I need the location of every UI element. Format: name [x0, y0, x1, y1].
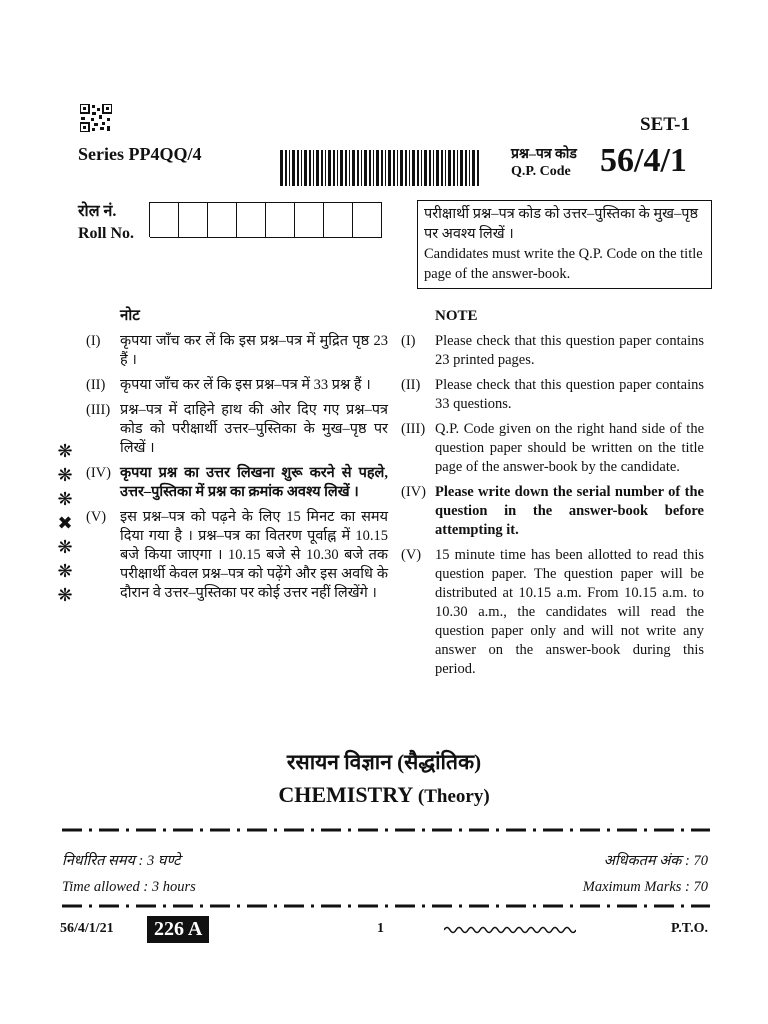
set-label: SET-1: [640, 114, 690, 135]
note-number: (V): [86, 509, 107, 525]
subject-type: (Theory): [417, 786, 490, 807]
notice-hi: परीक्षार्थी प्रश्न–पत्र कोड को उत्तर–पुस्तिका के मुख–पृष्ठ पर अवश्य लिखें ।: [424, 206, 699, 242]
roll-number-box[interactable]: [178, 202, 208, 237]
footer-code: 56/4/1/21: [60, 921, 114, 936]
note-text: कृपया प्रश्न का उत्तर लिखना शुरू करने से पहले, उत्तर–पुस्तिका में प्रश्न का क्रमांक अवश्य लिखें ।: [120, 465, 388, 500]
note-text: कृपया जाँच कर लें कि इस प्रश्न–पत्र में 33 प्रश्न हैं ।: [120, 377, 371, 393]
side-mark-icon: ❋: [57, 585, 73, 606]
time-allowed: [62, 848, 196, 900]
note-text: इस प्रश्न–पत्र को पढ़ने के लिए 15 मिनट का समय दिया गया है । प्रश्न–पत्र का वितरण पूर्वाह्न में 10.15 बजे किया जाएगा । 10.15 बजे से 10.30 बजे तक परीक्षार्थी केवल प्रश्न–पत्र को पढ़ेंगे और इस अवधि के दौरान वे उत्तर–पुस्तिका पर कोई उत्तर नहीं लिखेंगे ।: [120, 509, 388, 601]
qp-code-label: [511, 146, 577, 180]
note-number: (II): [401, 377, 421, 393]
note-text: कृपया जाँच कर लें कि इस प्रश्न–पत्र में मुद्रित पृष्ठ 23 हैं ।: [120, 333, 388, 368]
time-allowed-en: Time allowed : 3 hours: [62, 879, 196, 895]
notes-english: [401, 307, 704, 685]
note-item: [401, 332, 704, 370]
please-turn-over: P.T.O.: [671, 921, 708, 936]
subject-name: CHEMISTRY: [278, 782, 413, 807]
note-item: [401, 546, 704, 679]
roll-label-en: Roll No.: [78, 225, 134, 242]
divider: [62, 828, 710, 832]
note-number: (III): [86, 402, 111, 418]
note-item: [86, 401, 388, 458]
subject-title-en: [0, 782, 768, 808]
note-number: (I): [86, 333, 101, 349]
note-item: [401, 420, 704, 477]
side-mark-icon: ❋: [57, 465, 73, 486]
roll-number-box[interactable]: [149, 202, 179, 237]
notes-heading-hi: नोट: [120, 308, 140, 324]
roll-number-box[interactable]: [352, 202, 382, 237]
side-mark-icon: ❋: [57, 441, 73, 462]
qp-code-label-hi: प्रश्न–पत्र कोड: [511, 147, 577, 162]
note-text: Q.P. Code given on the right hand side of the question paper should be written on the title page of the answer-book by the candidate.: [435, 421, 704, 475]
note-number: (I): [401, 333, 416, 349]
series-label: Series PP4QQ/4: [78, 144, 202, 164]
notice-en: Candidates must write the Q.P. Code on the title page of the answer-book.: [424, 246, 703, 282]
note-number: (V): [401, 547, 422, 563]
note-number: (IV): [401, 484, 426, 500]
qp-code-label-en: Q.P. Code: [511, 164, 571, 179]
note-number: (III): [401, 421, 426, 437]
note-item: [401, 483, 704, 540]
roll-label-hi: रोल नं.: [78, 203, 117, 220]
barcode-icon: [280, 150, 482, 186]
roll-number-box[interactable]: [207, 202, 237, 237]
note-number: (IV): [86, 465, 111, 481]
side-mark-icon: ❋: [57, 489, 73, 510]
side-mark-icon: ❋: [57, 537, 73, 558]
side-decoration: [54, 440, 76, 608]
note-text: प्रश्न–पत्र में दाहिने हाथ की ओर दिए गए प्रश्न–पत्र कोड को परीक्षार्थी उत्तर–पुस्तिका के मुख–पृष्ठ पर लिखें ।: [120, 402, 388, 456]
roll-number-label: [78, 201, 134, 245]
footer-badge: 226 A: [147, 916, 209, 943]
note-text: Please check that this question paper contains 33 questions.: [435, 377, 704, 412]
note-item: [86, 464, 388, 502]
maximum-marks: [583, 848, 708, 900]
wave-divider-icon: [444, 924, 576, 936]
note-item: [86, 376, 388, 395]
notes-heading-en: NOTE: [435, 308, 478, 324]
roll-number-boxes[interactable]: [150, 202, 382, 238]
qr-code-icon: [80, 104, 112, 132]
maximum-marks-hi: अधिकतम अंक : 70: [603, 853, 708, 869]
roll-number-box[interactable]: [323, 202, 353, 237]
note-text: Please write down the serial number of the question in the answer-book before attempting it.: [435, 484, 704, 538]
divider: [62, 904, 710, 908]
note-text: Please check that this question paper contains 23 printed pages.: [435, 333, 704, 368]
roll-number-box[interactable]: [265, 202, 295, 237]
time-allowed-hi: निर्धारित समय : 3 घण्टे: [62, 853, 181, 869]
qp-code-notice-box: [417, 200, 712, 289]
note-item: [86, 332, 388, 370]
maximum-marks-en: Maximum Marks : 70: [582, 879, 708, 895]
note-item: [86, 508, 388, 603]
note-item: [401, 376, 704, 414]
qp-code: 56/4/1: [600, 142, 687, 179]
notes-hindi: [86, 307, 388, 609]
page-number: 1: [377, 921, 384, 936]
note-number: (II): [86, 377, 106, 393]
roll-number-box[interactable]: [294, 202, 324, 237]
side-mark-icon: ✖: [57, 513, 73, 534]
note-text: 15 minute time has been allotted to read this question paper. The question paper will be distributed at 10.15 a.m. From 10.15 a.m. to 10.30 a.m., the candidates will read the question paper only and will not write any answer on the answer-book during this period.: [435, 547, 704, 677]
subject-title-hi: रसायन विज्ञान (सैद्धांतिक): [286, 750, 482, 774]
roll-number-box[interactable]: [236, 202, 266, 237]
side-mark-icon: ❋: [57, 561, 73, 582]
